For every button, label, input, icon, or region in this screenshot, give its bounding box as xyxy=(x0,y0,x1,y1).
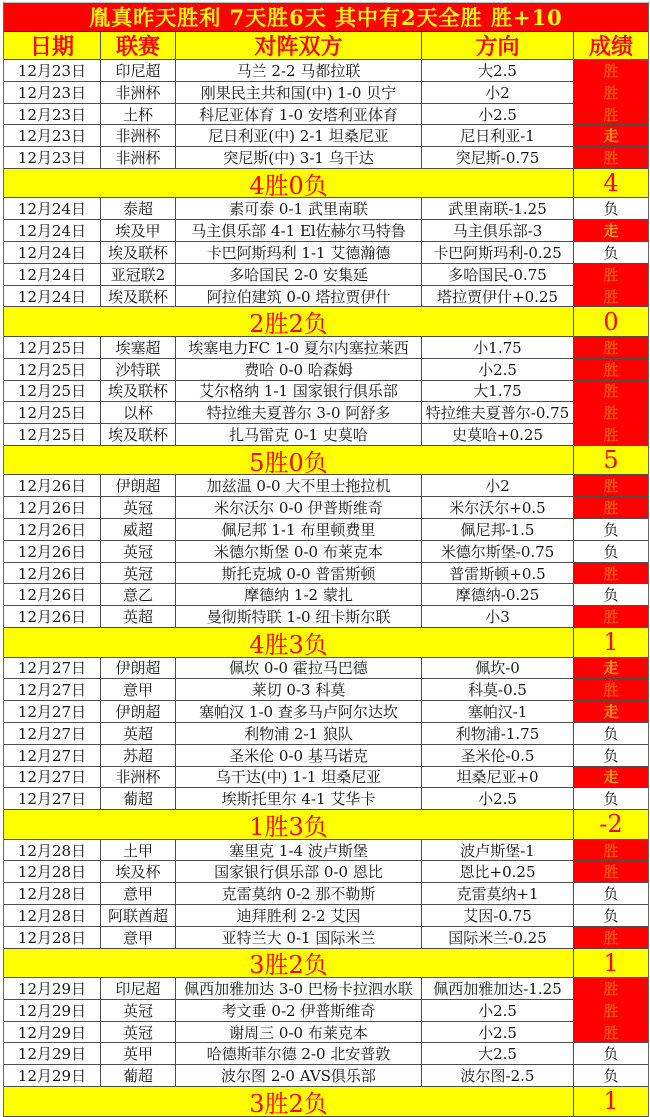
league-cell: 非洲杯 xyxy=(101,767,176,788)
date-cell: 12月26日 xyxy=(4,541,101,562)
date-cell: 12月26日 xyxy=(4,519,101,540)
summary-label: 3胜2负 xyxy=(4,949,574,978)
match-cell: 艾尔格纳 1-1 国家银行俱乐部 xyxy=(176,381,422,402)
match-row xyxy=(4,242,648,264)
league-cell: 阿联酋超 xyxy=(101,905,176,926)
date-cell: 12月28日 xyxy=(4,927,101,948)
match-row xyxy=(4,767,648,789)
date-cell: 12月29日 xyxy=(4,978,101,999)
day-summary-row xyxy=(4,810,648,840)
league-cell: 埃及联杯 xyxy=(101,242,176,263)
match-row xyxy=(4,147,648,169)
date-cell: 12月27日 xyxy=(4,723,101,744)
date-cell: 12月29日 xyxy=(4,1000,101,1021)
direction-cell: 塔拉贾伊什+0.25 xyxy=(422,286,574,307)
match-row xyxy=(4,978,648,1000)
direction-cell: 佩坎-0 xyxy=(422,658,574,679)
summary-score: 1 xyxy=(603,628,619,657)
league-cell: 英冠 xyxy=(101,497,176,518)
league-cell: 英冠 xyxy=(101,541,176,562)
date-cell: 12月27日 xyxy=(4,788,101,809)
match-cell: 塞里克 1-4 波卢斯堡 xyxy=(176,840,422,861)
match-cell: 迪拜胜利 2-2 艾因 xyxy=(176,905,422,926)
league-cell: 英冠 xyxy=(101,1022,176,1043)
direction-cell: 小2.5 xyxy=(422,359,574,380)
match-row xyxy=(4,1043,648,1065)
league-cell: 亚冠联2 xyxy=(101,264,176,285)
date-cell: 12月27日 xyxy=(4,658,101,679)
result-cell: 胜 xyxy=(574,840,648,861)
rows-container xyxy=(4,60,648,1117)
direction-cell: 大1.75 xyxy=(422,381,574,402)
direction-cell: 大2.5 xyxy=(422,60,574,81)
result-cell: 胜 xyxy=(574,402,648,423)
date-cell: 12月27日 xyxy=(4,679,101,700)
league-cell: 土甲 xyxy=(101,840,176,861)
date-cell: 12月23日 xyxy=(4,104,101,125)
result-cell: 胜 xyxy=(574,359,648,380)
league-cell: 英超 xyxy=(101,723,176,744)
match-cell: 莱切 0-3 科莫 xyxy=(176,679,422,700)
result-cell: 胜 xyxy=(574,264,648,285)
direction-cell: 大2.5 xyxy=(422,1043,574,1064)
day-summary-row xyxy=(4,628,648,658)
result-cell: 走 xyxy=(574,767,648,788)
date-cell: 12月28日 xyxy=(4,905,101,926)
match-cell: 特拉维夫夏普尔 3-0 阿舒多 xyxy=(176,402,422,423)
league-cell: 英冠 xyxy=(101,1000,176,1021)
match-row xyxy=(4,286,648,308)
match-row xyxy=(4,840,648,862)
direction-cell: 波卢斯堡-1 xyxy=(422,840,574,861)
direction-cell: 小2.5 xyxy=(422,1000,574,1021)
date-cell: 12月26日 xyxy=(4,563,101,584)
match-row xyxy=(4,541,648,563)
league-cell: 英甲 xyxy=(101,1043,176,1064)
result-cell: 胜 xyxy=(574,978,648,999)
match-row xyxy=(4,424,648,446)
direction-cell: 史莫哈+0.25 xyxy=(422,424,574,445)
match-row xyxy=(4,220,648,242)
match-cell: 刚果民主共和国(中) 1-0 贝宁 xyxy=(176,82,422,103)
direction-cell: 小2 xyxy=(422,475,574,496)
date-cell: 12月27日 xyxy=(4,745,101,766)
date-cell: 12月29日 xyxy=(4,1043,101,1064)
date-cell: 12月24日 xyxy=(4,198,101,219)
day-summary-row xyxy=(4,1087,648,1117)
summary-label: 2胜2负 xyxy=(4,307,574,336)
match-row xyxy=(4,104,648,126)
match-row xyxy=(4,82,648,104)
league-cell: 泰超 xyxy=(101,198,176,219)
result-cell: 胜 xyxy=(574,1000,648,1021)
league-cell: 意乙 xyxy=(101,584,176,605)
match-row xyxy=(4,563,648,585)
match-row xyxy=(4,198,648,220)
match-row xyxy=(4,475,648,497)
match-row xyxy=(4,745,648,767)
result-cell: 负 xyxy=(574,198,648,219)
match-row xyxy=(4,883,648,905)
direction-cell: 突尼斯-0.75 xyxy=(422,147,574,168)
match-cell: 费哈 0-0 哈森姆 xyxy=(176,359,422,380)
match-row xyxy=(4,1000,648,1022)
match-row xyxy=(4,264,648,286)
day-summary-row xyxy=(4,949,648,979)
match-row xyxy=(4,337,648,359)
result-cell: 走 xyxy=(574,220,648,241)
match-row xyxy=(4,519,648,541)
date-cell: 12月23日 xyxy=(4,125,101,146)
date-cell: 12月25日 xyxy=(4,402,101,423)
match-cell: 阿拉伯建筑 0-0 塔拉贾伊什 xyxy=(176,286,422,307)
direction-cell: 国际米兰-0.25 xyxy=(422,927,574,948)
direction-cell: 米德尔斯堡-0.75 xyxy=(422,541,574,562)
league-cell: 埃及甲 xyxy=(101,220,176,241)
match-cell: 素可泰 0-1 武里南联 xyxy=(176,198,422,219)
direction-cell: 卡巴阿斯玛利-0.25 xyxy=(422,242,574,263)
match-cell: 乌干达(中) 1-1 坦桑尼亚 xyxy=(176,767,422,788)
summary-score: 1 xyxy=(603,948,619,977)
result-cell: 负 xyxy=(574,745,648,766)
league-cell: 伊朗超 xyxy=(101,701,176,722)
date-cell: 12月24日 xyxy=(4,286,101,307)
direction-cell: 小1.75 xyxy=(422,337,574,358)
direction-cell: 圣米伦-0.5 xyxy=(422,745,574,766)
match-cell: 国家银行俱乐部 0-0 恩比 xyxy=(176,861,422,882)
match-row xyxy=(4,381,648,403)
result-cell: 胜 xyxy=(574,679,648,700)
header-direction: 方向 xyxy=(422,32,574,59)
direction-cell: 尼日利亚-1 xyxy=(422,125,574,146)
league-cell: 非洲杯 xyxy=(101,125,176,146)
direction-cell: 小2.5 xyxy=(422,788,574,809)
match-cell: 塞帕汉 1-0 查多马卢阿尔达坎 xyxy=(176,701,422,722)
result-cell: 负 xyxy=(574,788,648,809)
banner-title: 胤真昨天胜利 7天胜6天 其中有2天全胜 胜+10 xyxy=(4,3,648,32)
match-row xyxy=(4,60,648,82)
match-row xyxy=(4,497,648,519)
result-cell: 胜 xyxy=(574,563,648,584)
league-cell: 葡超 xyxy=(101,1065,176,1086)
summary-score: 1 xyxy=(603,1087,619,1116)
result-cell: 负 xyxy=(574,1043,648,1064)
date-cell: 12月25日 xyxy=(4,359,101,380)
result-cell: 胜 xyxy=(574,475,648,496)
result-cell: 胜 xyxy=(574,424,648,445)
match-cell: 圣米伦 0-0 基马诺克 xyxy=(176,745,422,766)
match-row xyxy=(4,905,648,927)
match-row xyxy=(4,402,648,424)
day-summary-row xyxy=(4,446,648,476)
summary-label: 5胜0负 xyxy=(4,446,574,475)
date-cell: 12月29日 xyxy=(4,1065,101,1086)
match-row xyxy=(4,927,648,949)
match-row xyxy=(4,861,648,883)
date-cell: 12月27日 xyxy=(4,767,101,788)
league-cell: 印尼超 xyxy=(101,978,176,999)
direction-cell: 科莫-0.5 xyxy=(422,679,574,700)
header-date: 日期 xyxy=(4,32,101,59)
league-cell: 伊朗超 xyxy=(101,658,176,679)
summary-label: 4胜3负 xyxy=(4,628,574,657)
league-cell: 英冠 xyxy=(101,563,176,584)
result-cell: 胜 xyxy=(574,60,648,81)
date-cell: 12月23日 xyxy=(4,60,101,81)
match-cell: 克雷莫纳 0-2 那不勒斯 xyxy=(176,883,422,904)
match-cell: 埃斯托里尔 4-1 艾华卡 xyxy=(176,788,422,809)
direction-cell: 塞帕汉-1 xyxy=(422,701,574,722)
league-cell: 埃及联杯 xyxy=(101,381,176,402)
match-cell: 佩坎 0-0 霍拉马巴德 xyxy=(176,658,422,679)
result-cell: 胜 xyxy=(574,147,648,168)
league-cell: 埃塞超 xyxy=(101,337,176,358)
date-cell: 12月25日 xyxy=(4,381,101,402)
summary-score: -2 xyxy=(599,810,623,839)
direction-cell: 特拉维夫夏普尔-0.75 xyxy=(422,402,574,423)
match-cell: 谢周三 0-0 布莱克本 xyxy=(176,1022,422,1043)
match-row xyxy=(4,584,648,606)
date-cell: 12月23日 xyxy=(4,147,101,168)
league-cell: 意甲 xyxy=(101,679,176,700)
date-cell: 12月24日 xyxy=(4,242,101,263)
header-matchup: 对阵双方 xyxy=(176,32,422,59)
result-cell: 负 xyxy=(574,883,648,904)
date-cell: 12月23日 xyxy=(4,82,101,103)
match-cell: 科尼亚体育 1-0 安塔利亚体育 xyxy=(176,104,422,125)
summary-label: 1胜3负 xyxy=(4,810,574,839)
direction-cell: 武里南联-1.25 xyxy=(422,198,574,219)
header-league: 联赛 xyxy=(101,32,176,59)
result-cell: 胜 xyxy=(574,861,648,882)
league-cell: 威超 xyxy=(101,519,176,540)
result-cell: 胜 xyxy=(574,606,648,627)
direction-cell: 摩德纳-0.25 xyxy=(422,584,574,605)
direction-cell: 米尔沃尔+0.5 xyxy=(422,497,574,518)
result-cell: 胜 xyxy=(574,927,648,948)
match-cell: 卡巴阿斯玛利 1-1 艾德瀚德 xyxy=(176,242,422,263)
direction-cell: 佩西加雅加达-1.25 xyxy=(422,978,574,999)
match-cell: 斯托克城 0-0 普雷斯顿 xyxy=(176,563,422,584)
direction-cell: 普雷斯顿+0.5 xyxy=(422,563,574,584)
date-cell: 12月29日 xyxy=(4,1022,101,1043)
date-cell: 12月28日 xyxy=(4,840,101,861)
league-cell: 以杯 xyxy=(101,402,176,423)
direction-cell: 多哈国民-0.75 xyxy=(422,264,574,285)
match-cell: 多哈国民 2-0 安集延 xyxy=(176,264,422,285)
league-cell: 伊朗超 xyxy=(101,475,176,496)
day-summary-row xyxy=(4,169,648,199)
league-cell: 非洲杯 xyxy=(101,82,176,103)
match-row xyxy=(4,1022,648,1044)
results-table xyxy=(3,2,649,1117)
date-cell: 12月28日 xyxy=(4,883,101,904)
direction-cell: 小2 xyxy=(422,82,574,103)
match-row xyxy=(4,658,648,680)
result-cell: 走 xyxy=(574,701,648,722)
match-cell: 波尔图 2-0 AVS俱乐部 xyxy=(176,1065,422,1086)
result-cell: 胜 xyxy=(574,286,648,307)
direction-cell: 小2.5 xyxy=(422,1022,574,1043)
direction-cell: 马主俱乐部-3 xyxy=(422,220,574,241)
date-cell: 12月25日 xyxy=(4,424,101,445)
day-summary-row xyxy=(4,307,648,337)
league-cell: 沙特联 xyxy=(101,359,176,380)
league-cell: 土杯 xyxy=(101,104,176,125)
match-cell: 哈德斯菲尔德 2-0 北安普敦 xyxy=(176,1043,422,1064)
result-cell: 负 xyxy=(574,242,648,263)
league-cell: 非洲杯 xyxy=(101,147,176,168)
direction-cell: 波尔图-2.5 xyxy=(422,1065,574,1086)
match-cell: 曼彻斯特联 1-0 纽卡斯尔联 xyxy=(176,606,422,627)
summary-score: 5 xyxy=(603,446,619,475)
match-cell: 米德尔斯堡 0-0 布莱克本 xyxy=(176,541,422,562)
date-cell: 12月27日 xyxy=(4,701,101,722)
date-cell: 12月25日 xyxy=(4,337,101,358)
match-cell: 扎马雷克 0-1 史莫哈 xyxy=(176,424,422,445)
result-cell: 负 xyxy=(574,905,648,926)
result-cell: 走 xyxy=(574,658,648,679)
match-row xyxy=(4,1065,648,1087)
date-cell: 12月24日 xyxy=(4,220,101,241)
match-cell: 佩西加雅加达 3-0 巴杨卡拉泗水联 xyxy=(176,978,422,999)
match-cell: 亚特兰大 0-1 国际米兰 xyxy=(176,927,422,948)
date-cell: 12月26日 xyxy=(4,475,101,496)
date-cell: 12月24日 xyxy=(4,264,101,285)
match-cell: 突尼斯(中) 3-1 乌干达 xyxy=(176,147,422,168)
match-cell: 利物浦 2-1 狼队 xyxy=(176,723,422,744)
league-cell: 印尼超 xyxy=(101,60,176,81)
header-result: 成绩 xyxy=(588,34,633,59)
result-cell: 胜 xyxy=(574,1022,648,1043)
summary-label: 4胜0负 xyxy=(4,169,574,198)
match-cell: 马主俱乐部 4-1 El佐赫尔马特鲁 xyxy=(176,220,422,241)
league-cell: 英超 xyxy=(101,606,176,627)
summary-score: 0 xyxy=(603,307,619,336)
direction-cell: 恩比+0.25 xyxy=(422,861,574,882)
league-cell: 埃及联杯 xyxy=(101,286,176,307)
direction-cell: 小2.5 xyxy=(422,104,574,125)
direction-cell: 坦桑尼亚+0 xyxy=(422,767,574,788)
date-cell: 12月26日 xyxy=(4,584,101,605)
result-cell: 负 xyxy=(574,1065,648,1086)
direction-cell: 克雷莫纳+1 xyxy=(422,883,574,904)
match-row xyxy=(4,701,648,723)
league-cell: 葡超 xyxy=(101,788,176,809)
match-row xyxy=(4,125,648,147)
match-cell: 加兹温 0-0 大不里士拖拉机 xyxy=(176,475,422,496)
result-cell: 胜 xyxy=(574,104,648,125)
match-cell: 佩尼邦 1-1 布里顿费里 xyxy=(176,519,422,540)
league-cell: 苏超 xyxy=(101,745,176,766)
direction-cell: 艾因-0.75 xyxy=(422,905,574,926)
league-cell: 埃及联杯 xyxy=(101,424,176,445)
date-cell: 12月28日 xyxy=(4,861,101,882)
match-cell: 米尔沃尔 0-0 伊普斯维奇 xyxy=(176,497,422,518)
match-row xyxy=(4,723,648,745)
match-row xyxy=(4,679,648,701)
date-cell: 12月26日 xyxy=(4,606,101,627)
direction-cell: 小3 xyxy=(422,606,574,627)
match-cell: 摩德纳 1-2 蒙扎 xyxy=(176,584,422,605)
result-cell: 胜 xyxy=(574,82,648,103)
match-cell: 埃塞电力FC 1-0 夏尔内塞拉莱西 xyxy=(176,337,422,358)
table-header-row xyxy=(4,32,648,60)
match-row xyxy=(4,788,648,810)
result-cell: 走 xyxy=(574,125,648,146)
league-cell: 埃及杯 xyxy=(101,861,176,882)
match-row xyxy=(4,606,648,628)
summary-score: 4 xyxy=(603,169,619,198)
league-cell: 意甲 xyxy=(101,883,176,904)
result-cell: 胜 xyxy=(574,497,648,518)
match-row xyxy=(4,359,648,381)
summary-label: 3胜2负 xyxy=(4,1087,574,1116)
direction-cell: 佩尼邦-1.5 xyxy=(422,519,574,540)
match-cell: 考文垂 0-2 伊普斯维奇 xyxy=(176,1000,422,1021)
result-cell: 胜 xyxy=(574,337,648,358)
date-cell: 12月26日 xyxy=(4,497,101,518)
result-cell: 胜 xyxy=(574,381,648,402)
match-cell: 马兰 2-2 马都拉联 xyxy=(176,60,422,81)
result-cell: 负 xyxy=(574,584,648,605)
direction-cell: 利物浦-1.75 xyxy=(422,723,574,744)
league-cell: 意甲 xyxy=(101,927,176,948)
result-cell: 负 xyxy=(574,519,648,540)
result-cell: 负 xyxy=(574,723,648,744)
result-cell: 负 xyxy=(574,541,648,562)
match-cell: 尼日利亚(中) 2-1 坦桑尼亚 xyxy=(176,125,422,146)
